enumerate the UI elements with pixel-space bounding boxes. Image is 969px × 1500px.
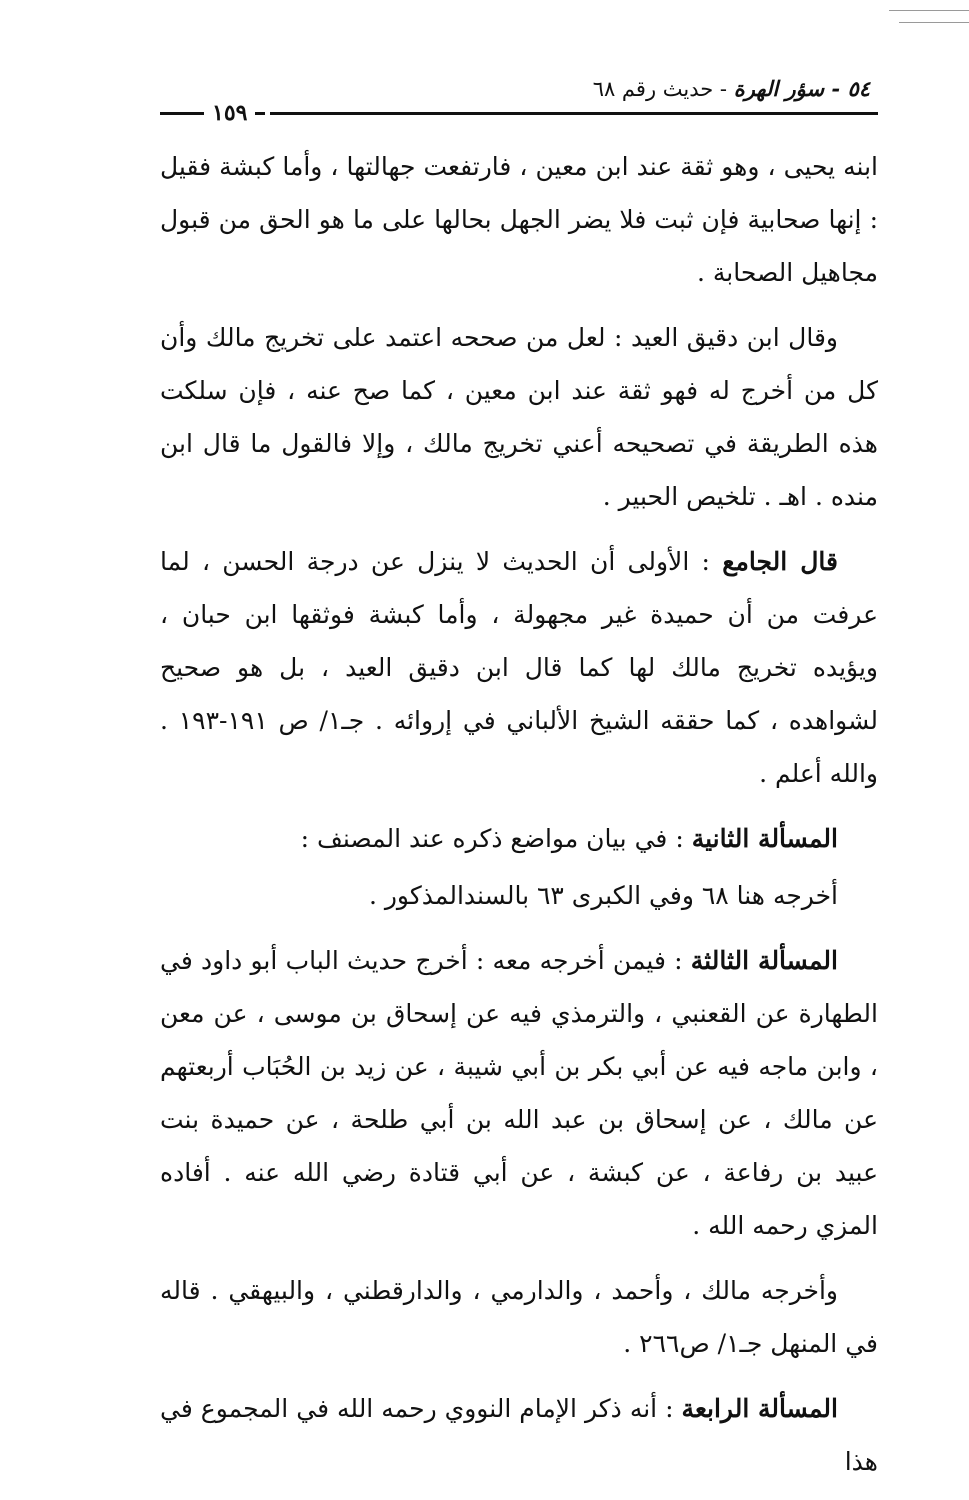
- paragraph-text: : فيمن أخرجه معه : أخرج حديث الباب أبو داود في الطهارة عن القعنبي ، والترمذي فيه عن إسحاق بن موسى ، عن معن ، وابن ماجه فيه عن أبي بكر بن أبي شيبة ، عن زيد بن الحُبَاب أربعتهم عن مالك ، عن إسحاق بن عبد الله بن أبي طلحة ، عن حميدة بنت عبيد بن رفاعة ، عن كبشة ، عن أبي قتادة رضي الله عنه . أفاده المزي رحمه الله .: [160, 946, 878, 1240]
- paragraph-text: وقال ابن دقيق العيد : لعل من صححه اعتمد على تخريج مالك وأن كل من أخرج له فهو ثقة عند ابن معين ، كما صح عنه ، فإن سلكت هذه الطريقة في تصحيحه أعني تخريج مالك ، وإلا فالقول ما قال ابن منده . اهـ . تلخيص الحبير .: [160, 323, 878, 511]
- paragraph-heading: المسألة الرابعة: [681, 1394, 838, 1423]
- hadith-number: حديث رقم ٦٨: [592, 77, 714, 101]
- paragraph-text: : في بيان مواضع ذكره عند المصنف :: [300, 824, 692, 853]
- paragraph-heading: المسألة الثالثة: [690, 946, 838, 975]
- paragraph-text: : الأولى أن الحديث لا ينزل عن درجة الحسن ، لما عرفت من أن حميدة غير مجهولة ، وأما كبشة فوثقها ابن حبان ، ويؤيده تخريج مالك لها كما قال ابن دقيق العيد ، بل هو صحيح لشواهده ، كما حققه الشيخ الألباني في إروائه . جـ١/ ص ١٩١-١٩٣ . والله أعلم .: [160, 547, 878, 788]
- page-number-dash: [160, 112, 204, 115]
- header-rule: [270, 112, 878, 115]
- scan-edge-line: [889, 10, 969, 11]
- scan-edge-line: [899, 22, 969, 23]
- paragraph-8: [160, 1382, 878, 1488]
- header-title: [593, 76, 870, 101]
- paragraph-heading: المسألة الثانية: [691, 824, 838, 853]
- paragraph-6: [160, 934, 878, 1252]
- book-title: ٥٤ - سؤر الهرة: [733, 76, 870, 101]
- paragraph-text: وأخرجه مالك ، وأحمد ، والدارمي ، والدارقطني ، والبيهقي . قاله في المنهل جـ١/ ص٢٦٦ .: [160, 1276, 878, 1358]
- page-number: ١٥٩: [212, 100, 248, 126]
- page-number-block: [160, 100, 278, 126]
- paragraph-1: [160, 140, 878, 299]
- page-number-dash: [255, 112, 265, 115]
- paragraph-2: [160, 311, 878, 523]
- page-body: [160, 140, 878, 1500]
- running-header: [160, 72, 878, 126]
- header-separator: -: [713, 77, 734, 101]
- paragraph-7: [160, 1264, 878, 1370]
- paragraph-text: ابنه يحيى ، وهو ثقة عند ابن معين ، فارتفعت جهالتها ، وأما كبشة فقيل : إنها صحابية فإن ثبت فلا يضر الجهل بحالها على ما هو الحق من قبول مجاهيل الصحابة .: [160, 152, 878, 287]
- paragraph-5: [160, 869, 878, 922]
- paragraph-text: : أنه ذكر الإمام النووي رحمه الله في المجموع في هذا: [160, 1394, 878, 1476]
- paragraph-4: [160, 812, 878, 865]
- paragraph-3: [160, 535, 878, 800]
- paragraph-text: أخرجه هنا ٦٨ وفي الكبرى ٦٣ بالسندالمذكور .: [368, 881, 838, 910]
- paragraph-heading: قال الجامع: [722, 547, 838, 576]
